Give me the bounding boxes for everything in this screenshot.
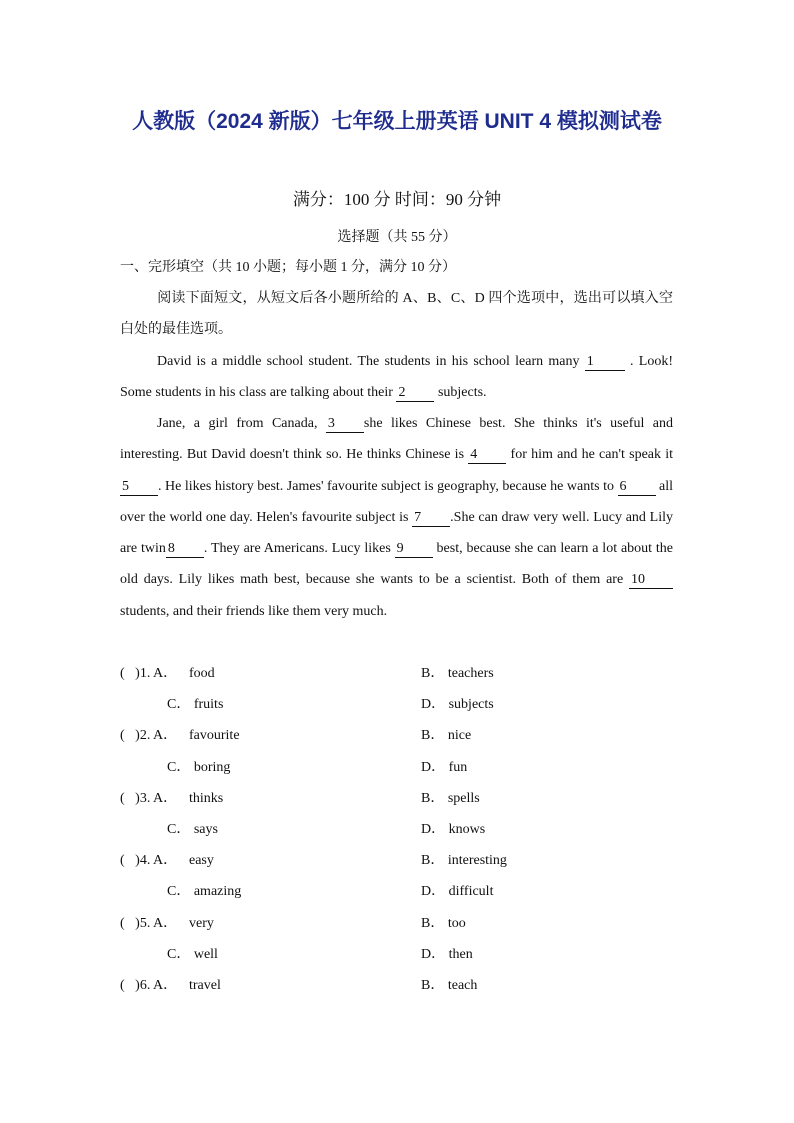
instruction-text: 阅读下面短文，从短文后各小题所给的 A、B、C、D 四个选项中，选出可以填入空白处的最佳选项。: [120, 291, 673, 338]
question-3-option-a: thinks: [189, 791, 224, 806]
blank-3: 3: [326, 415, 364, 433]
section-heading: 选择题（共 55 分）: [337, 230, 457, 245]
question-5-option-a: very: [189, 916, 214, 931]
blank-9: 9: [395, 540, 433, 558]
question-5-number: ( )5. A．: [120, 916, 178, 931]
question-1-option-d: D． subjects: [421, 697, 494, 712]
blank-7: 7: [412, 509, 450, 527]
passage-text: best, because she can learn a lot about the old days. Lily likes math best, because she wants to be a scientist. Both of them are: [120, 541, 674, 588]
question-4-option-b: B． interesting: [421, 853, 507, 868]
question-2-option-b: B． nice: [421, 728, 472, 743]
passage-text: . They are Americans. Lucy likes: [203, 541, 391, 557]
question-4-option-c: C． amazing: [167, 884, 242, 899]
blank-1: 1: [585, 353, 625, 371]
instruction-paragraph: [120, 283, 673, 346]
blank-5: 5: [120, 478, 158, 496]
question-3-number: ( )3. A．: [120, 791, 178, 806]
blank-4: 4: [468, 446, 506, 464]
passage-paragraph-2: [120, 408, 673, 627]
passage-text: . Look! Some students in his class are talking about their: [120, 354, 674, 401]
passage-text: she likes Chinese best. She thinks it's useful and interesting. But David doesn't think so. He thinks Chinese is: [120, 416, 673, 463]
passage-text: subjects.: [437, 385, 487, 401]
score-time-line: 满分：100 分 时间：90 分钟: [292, 190, 502, 209]
question-1-option-c: C． fruits: [167, 697, 224, 712]
passage-paragraph-1: [120, 346, 673, 409]
question-2-number: ( )2. A．: [120, 728, 178, 743]
question-1-option-b: B． teachers: [421, 666, 494, 681]
question-3-option-c: C． says: [167, 822, 218, 837]
question-2-option-a: favourite: [189, 728, 240, 743]
question-4-number: ( )4. A．: [120, 853, 178, 868]
passage-text: students, and their friends like them very much.: [120, 603, 388, 619]
passage-text: Jane, a girl from Canada,: [157, 416, 318, 431]
blank-8: 8: [166, 540, 204, 558]
exam-title: 人教版（2024 新版）七年级上册英语 UNIT 4 模拟测试卷: [132, 110, 662, 133]
passage-text: for him and he can't speak it: [510, 447, 674, 463]
blank-10: 10: [629, 571, 673, 589]
question-1-option-a: food: [189, 666, 215, 681]
question-6-number: ( )6. A．: [120, 978, 178, 993]
question-5-option-c: C． well: [167, 947, 218, 962]
question-4-option-a: easy: [189, 853, 214, 868]
question-5-option-b: B． too: [421, 916, 466, 931]
question-4-option-d: D． difficult: [421, 884, 494, 899]
question-3-option-b: B． spells: [421, 791, 480, 806]
passage-text: David is a middle school student. The students in his school learn many: [157, 354, 580, 369]
passage-text: . He likes history best. James' favourite subject is geography, because he wants to: [158, 478, 614, 494]
question-3-option-d: D． knows: [421, 822, 486, 837]
question-6-option-a: travel: [189, 978, 221, 993]
question-5-option-d: D． then: [421, 947, 473, 962]
question-6-option-b: B． teach: [421, 978, 478, 993]
question-2-option-c: C． boring: [167, 760, 231, 775]
passage-text: all over the world one day. Helen's favourite subject is: [120, 478, 674, 525]
part-title: 一、完形填空（共 10 小题；每小题 1 分，满分 10 分）: [120, 260, 456, 275]
blank-6: 6: [618, 478, 656, 496]
blank-2: 2: [396, 384, 434, 402]
question-2-option-d: D． fun: [421, 760, 468, 775]
question-1-number: ( )1. A．: [120, 666, 178, 681]
passage-text: .She can draw very well. Lucy and Lily are twin: [120, 509, 673, 557]
